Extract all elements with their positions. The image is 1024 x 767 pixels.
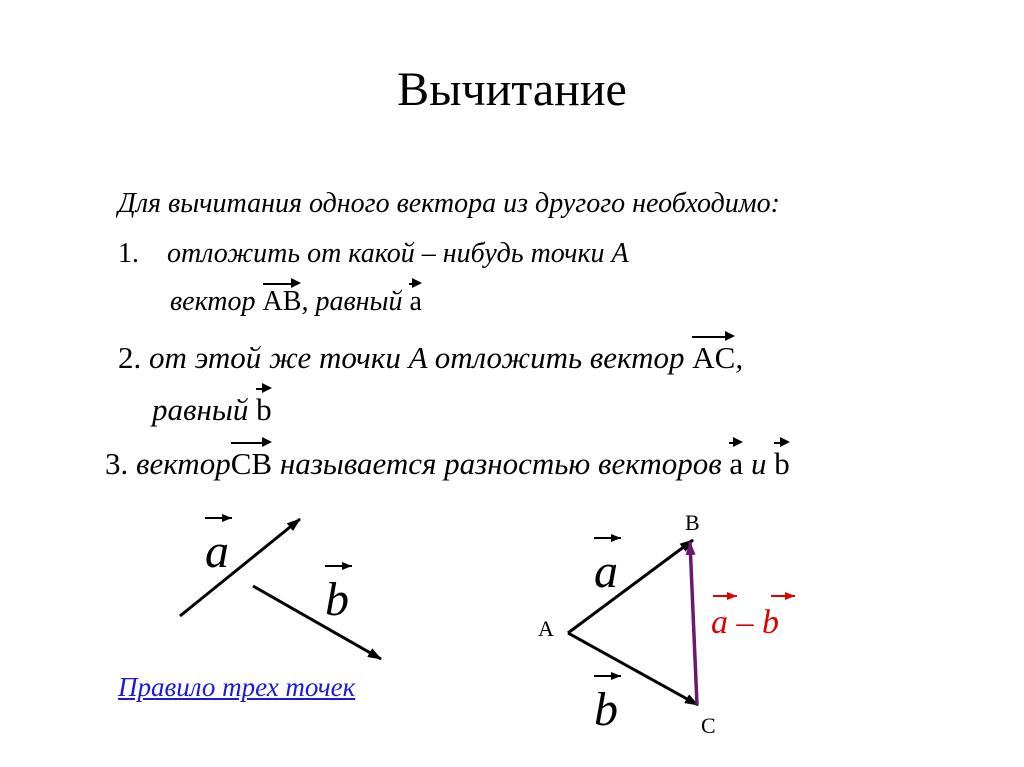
vector-ab: AB	[262, 286, 302, 317]
triangle-vector-cb	[690, 542, 697, 705]
vector-b: b	[256, 392, 272, 427]
diff-minus: –	[736, 604, 754, 641]
diff-a: a	[711, 604, 728, 641]
left-label-b: b	[325, 573, 349, 626]
point-a: A	[538, 616, 554, 641]
step-3-number: 3.	[105, 446, 129, 481]
step-2-text: от этой же точки A отложить вектор	[149, 340, 685, 375]
diff-b: b	[762, 604, 779, 641]
step-1-text-b: вектор	[170, 286, 256, 317]
vector-a-ref: a	[729, 446, 744, 481]
step-2-comma: ,	[735, 340, 744, 375]
triangle-vector-ab	[568, 540, 693, 633]
triangle-vector-ac	[568, 633, 698, 705]
intro-text: Для вычитания одного вектора из другого необходимо:	[118, 188, 780, 219]
left-label-a: a	[205, 525, 229, 578]
step-3-text-b: называется разностью векторов	[279, 446, 722, 481]
step-1-number: 1.	[118, 238, 139, 269]
step-2-number: 2.	[118, 340, 142, 375]
triangle-label-b: b	[594, 683, 618, 736]
point-b: B	[685, 510, 700, 535]
step-1-text-c: , равный	[301, 286, 403, 317]
free-vector-b	[253, 586, 381, 659]
page-title: Вычитание	[397, 63, 627, 116]
step-1-text: отложить от какой – нибудь точки A	[167, 238, 629, 269]
three-points-rule-link[interactable]: Правило трех точек	[118, 672, 356, 702]
step-3-conj: и	[750, 446, 767, 481]
step-3-text-a: вектор	[136, 446, 231, 481]
point-c: C	[701, 713, 716, 738]
vector-b-ref: b	[774, 446, 790, 481]
vector-a: a	[409, 286, 422, 317]
vector-ac: AC	[692, 340, 736, 375]
vector-cb: CB	[230, 446, 273, 481]
step-2-text-b: равный	[152, 392, 249, 427]
difference-label	[711, 604, 779, 642]
triangle-label-a: a	[594, 545, 618, 598]
